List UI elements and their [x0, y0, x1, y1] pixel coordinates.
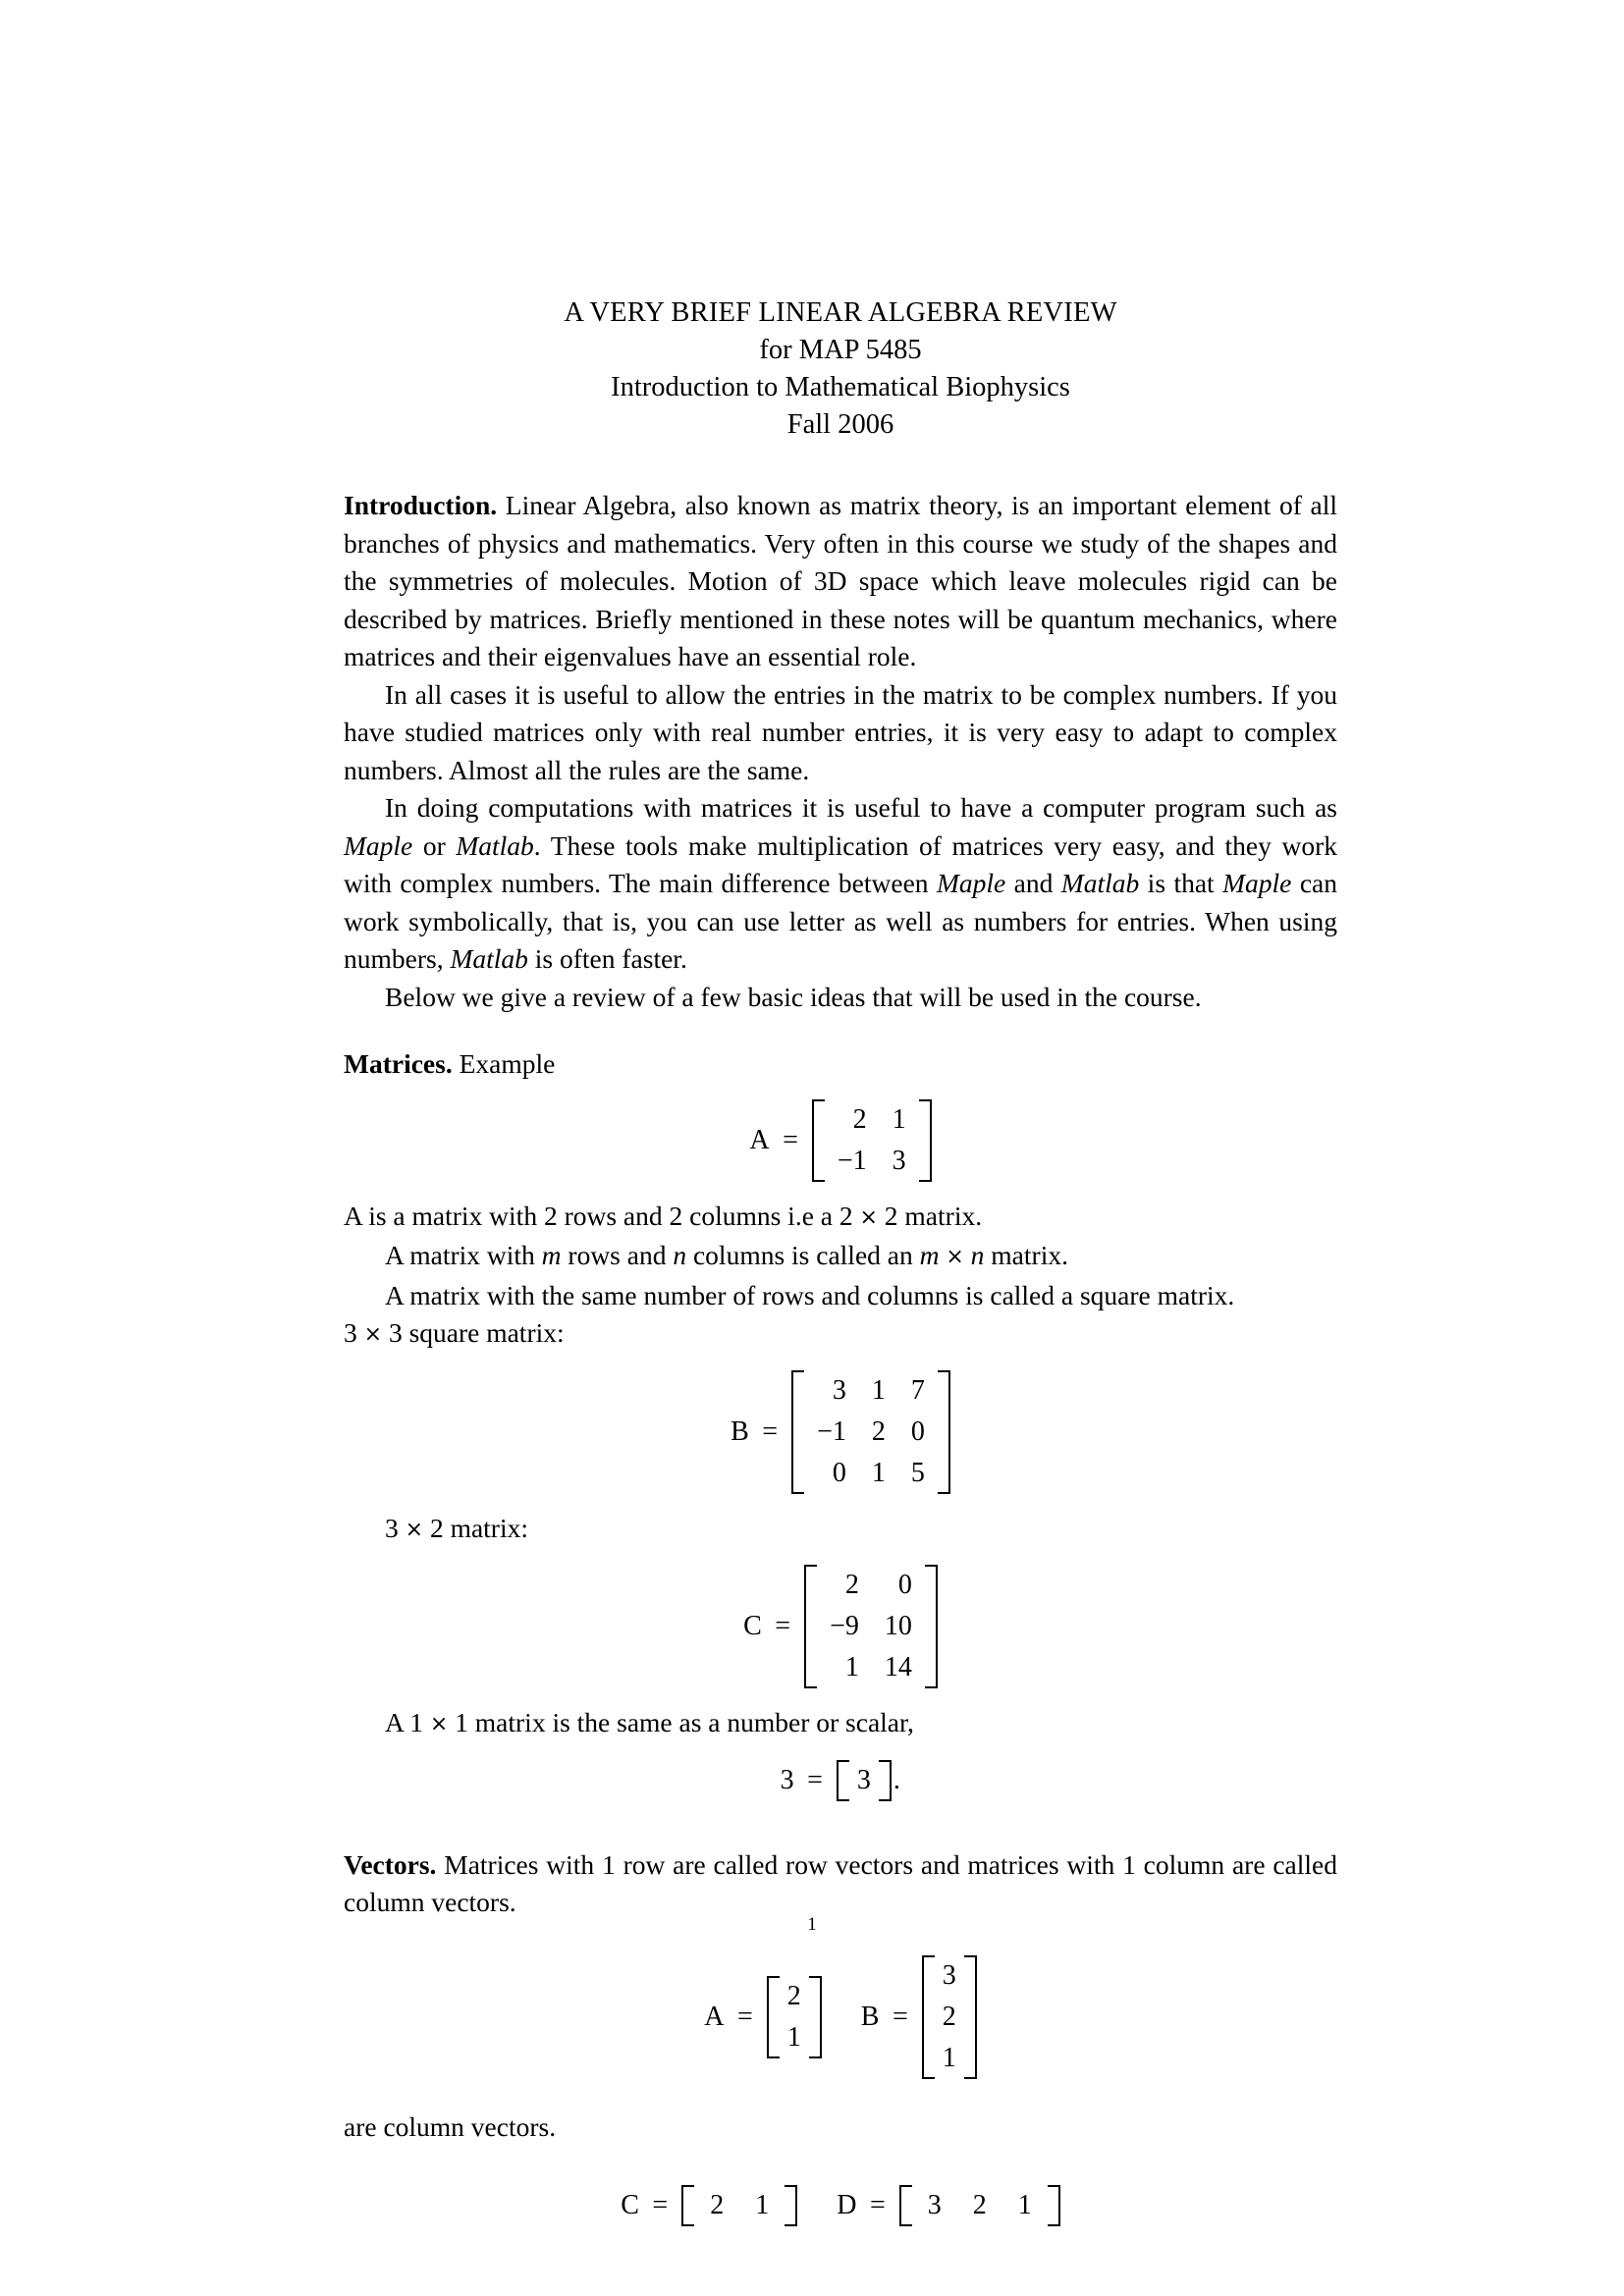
matrix-row: [804, 1453, 938, 1494]
times-icon: ×: [363, 1322, 383, 1347]
matrix-row: [912, 2185, 1048, 2226]
right-bracket-icon: [925, 1565, 938, 1688]
vector-b-label: B: [860, 2001, 880, 2032]
times-icon: ×: [859, 1204, 878, 1230]
matlab-mention-2: Matlab: [1060, 868, 1140, 898]
left-bracket-icon: [804, 1565, 817, 1688]
course-code: for MAP 5485: [759, 335, 922, 365]
matrix-b-bracketed: [791, 1370, 950, 1494]
matrix-a-label: A: [749, 1124, 771, 1155]
vectors-text: Matrices with 1 row are called row vectors and matrices with 1 column are called column vectors.: [344, 1848, 1337, 1917]
vector-a-label: A: [704, 2001, 725, 2032]
matrix-cell: 2: [844, 1570, 859, 1600]
left-bracket-icon: [681, 2185, 694, 2226]
label-3x2: [344, 1510, 1337, 1550]
equation-matrix-b: [344, 1370, 1337, 1494]
matrix-cell: 0: [897, 1570, 912, 1600]
mn-text-4: matrix.: [984, 1240, 1068, 1270]
matrix-row: [817, 1647, 925, 1688]
matrix-cell: 2: [852, 1103, 867, 1135]
matrix-row: [849, 1760, 879, 1801]
matrix-cell: 2: [972, 2190, 987, 2220]
left-bracket-icon: [767, 1976, 780, 2058]
matrix-cell: 2: [786, 1980, 801, 2011]
scalar-lhs: 3: [780, 1764, 795, 1795]
matrix-row: [817, 1565, 925, 1606]
matrix-cell: 3: [927, 2190, 942, 2220]
left-bracket-icon: [899, 2185, 912, 2226]
matlab-mention-1: Matlab: [456, 829, 534, 861]
matrix-cell: −1: [837, 1145, 867, 1176]
matrix-row: [694, 2185, 785, 2226]
right-bracket-icon: [1048, 2185, 1060, 2226]
matrix-row: [780, 1976, 809, 2017]
label-3x3-text-1: 3: [344, 1317, 364, 1348]
matrix-cell: −9: [830, 1611, 859, 1641]
vector-d-label: D: [837, 2190, 857, 2220]
matrix-a-desc-text-2: 2 matrix.: [877, 1200, 983, 1231]
page-title: A VERY BRIEF LINEAR ALGEBRA REVIEW: [564, 297, 1117, 328]
matrix-cell: 3: [892, 1145, 906, 1176]
vector-b-bracketed: [922, 1955, 977, 2079]
matrix-row: [780, 2017, 809, 2058]
matrix-cell: 1: [871, 1457, 886, 1488]
vector-b-equals: =: [892, 2001, 908, 2032]
matrix-cell: 2: [871, 1415, 886, 1447]
vector-d-bracketed: [899, 2185, 1060, 2226]
times-icon: ×: [946, 1245, 964, 1269]
scalar-bracketed: [837, 1760, 892, 1801]
left-bracket-icon: [922, 1955, 935, 2079]
label-3x3-text-2: 3 square matrix:: [382, 1317, 565, 1348]
matrix-cell: 0: [832, 1457, 846, 1488]
equation-matrix-a: [344, 1099, 1337, 1182]
matrix-row: [935, 2038, 964, 2079]
matrix-b-label: B: [731, 1415, 750, 1447]
matrices-example-label: Example: [452, 1048, 556, 1079]
variable-n: n: [673, 1240, 687, 1270]
right-bracket-icon: [938, 1370, 950, 1494]
matrix-c-equals: =: [775, 1611, 791, 1641]
section-spacer-1: [344, 1016, 1337, 1045]
introduction-heading: Introduction.: [344, 490, 498, 520]
equation-scalar: [344, 1760, 1337, 1801]
page-content: [344, 294, 1337, 2226]
software-text-3: . These tools make multiplication of matrices very easy, and they work with complex numbers. The main difference between: [344, 829, 1337, 898]
matrix-row: [804, 1412, 938, 1453]
left-bracket-icon: [791, 1370, 804, 1494]
mn-text-3: columns is called an: [686, 1240, 920, 1270]
matrix-row: [825, 1099, 919, 1141]
maple-mention-3: Maple: [1222, 868, 1292, 898]
matrix-row: [825, 1141, 919, 1182]
software-text-2: or: [412, 829, 457, 861]
right-bracket-icon: [809, 1976, 822, 2058]
software-text-1: In doing computations with matrices it is useful to have a computer program such as: [385, 792, 1337, 823]
matrix-cell: 1: [871, 1374, 886, 1406]
software-text-7: is often faster.: [527, 943, 687, 974]
scalar-desc-text-1: A 1: [385, 1707, 430, 1737]
left-bracket-icon: [837, 1760, 849, 1801]
label-3x2-text-2: 2 matrix:: [423, 1512, 528, 1543]
equation-column-vectors: [344, 1955, 1337, 2079]
maple-mention-2: Maple: [936, 868, 1006, 898]
matrix-cell: 7: [910, 1374, 925, 1406]
equation-row-vectors: [344, 2185, 1337, 2226]
matrix-cell: 2: [710, 2190, 725, 2220]
matrix-cell: −1: [817, 1415, 846, 1447]
software-text-6: can work symbolically, that is, you can use letter as well as numbers for entries. When using numbers,: [344, 868, 1337, 974]
mn-text-2: rows and: [561, 1240, 674, 1270]
matrix-cell: 1: [942, 2042, 956, 2073]
software-paragraph: [344, 789, 1337, 979]
right-bracket-icon: [964, 1955, 977, 2079]
introduction-text: Linear Algebra, also known as matrix theory, is an important element of all branches of physics and mathematics. Very often in this course we study of the shapes and the symmetries of molecules. Motion of 3D space which leave molecules rigid can be described by matrices. Briefly mentioned in these notes will be quantum mechanics, where matrices and their eigenvalues have an essential role.: [344, 490, 1337, 671]
right-bracket-icon: [785, 2185, 797, 2226]
matrices-heading-paragraph: [344, 1045, 1337, 1084]
matrix-b-equals: =: [762, 1415, 779, 1447]
matrix-cell: 14: [884, 1652, 912, 1682]
matrix-cell: 1: [844, 1652, 859, 1682]
review-intro-paragraph: Below we give a review of a few basic ideas that will be used in the course.: [385, 981, 1202, 1012]
matrix-a-equals: =: [783, 1124, 798, 1155]
matrix-cell: 5: [910, 1457, 925, 1488]
variable-n: n: [970, 1240, 985, 1270]
complex-numbers-paragraph: In all cases it is useful to allow the entries in the matrix to be complex numbers. If you have studied matrices only with real number entries, it is very easy to adapt to complex numbers. Almost all the rules are the same.: [344, 678, 1337, 785]
matlab-mention-3: Matlab: [450, 943, 528, 974]
matrix-cell: 1: [892, 1103, 906, 1135]
matrix-cell: 3: [832, 1374, 846, 1406]
scalar-equals: =: [807, 1764, 823, 1795]
right-bracket-icon: [919, 1099, 932, 1182]
matrix-cell: 0: [910, 1415, 925, 1447]
m-by-n-description: [344, 1237, 1337, 1277]
vector-a-bracketed: [767, 1976, 822, 2058]
variable-m: m: [541, 1240, 562, 1270]
matrix-a-description: [344, 1198, 1337, 1238]
matrix-cell: 1: [1017, 2190, 1032, 2220]
matrix-cell: 2: [942, 2001, 956, 2032]
vectors-heading: Vectors.: [344, 1848, 437, 1880]
matrix-cell: 3: [942, 1959, 956, 1991]
document-title-block: [344, 294, 1337, 444]
vectors-paragraph: [344, 1846, 1337, 1922]
matrix-row: [935, 1955, 964, 1997]
matrix-c-bracketed: [804, 1565, 938, 1688]
label-3x3: [344, 1314, 1337, 1355]
matrix-row: [817, 1606, 925, 1647]
scalar-description: [344, 1704, 1337, 1744]
times-icon: ×: [429, 1712, 449, 1736]
software-text-4: and: [1005, 868, 1061, 898]
term: Fall 2006: [786, 409, 894, 440]
scalar-period: .: [893, 1764, 901, 1795]
introduction-paragraph: [344, 487, 1337, 676]
vector-c-bracketed: [681, 2185, 797, 2226]
scalar-desc-text-2: 1 matrix is the same as a number or scalar,: [448, 1707, 914, 1737]
mn-text-1: A matrix with: [385, 1240, 542, 1270]
equation-matrix-c: [344, 1565, 1337, 1688]
variable-m: m: [919, 1240, 940, 1270]
matrices-heading: Matrices.: [344, 1048, 453, 1079]
vector-a-equals: =: [736, 2001, 753, 2032]
matrix-row: [804, 1370, 938, 1412]
matrix-cell: 10: [884, 1611, 912, 1641]
times-icon: ×: [405, 1517, 424, 1542]
software-text-5: is that: [1139, 868, 1223, 898]
section-spacer-2: [344, 1817, 1337, 1846]
matrix-cell: 1: [786, 2021, 801, 2053]
vector-c-equals: =: [652, 2190, 669, 2220]
maple-mention-1: Maple: [344, 829, 413, 861]
matrix-cell: 1: [755, 2190, 770, 2220]
vector-c-label: C: [621, 2190, 640, 2220]
matrix-a-desc-text-1: A is a matrix with 2 rows and 2 columns i.e a 2: [344, 1200, 860, 1231]
matrix-a-bracketed: [812, 1099, 932, 1182]
matrix-row: [935, 1997, 964, 2038]
square-matrix-description: A matrix with the same number of rows and columns is called a square matrix.: [385, 1279, 1235, 1310]
right-bracket-icon: [879, 1760, 892, 1801]
label-3x2-text-1: 3: [385, 1512, 406, 1543]
matrix-c-label: C: [743, 1611, 763, 1641]
matrix-cell: 3: [856, 1764, 871, 1795]
column-vectors-caption: are column vectors.: [344, 2110, 557, 2142]
page-number: 1: [807, 1914, 817, 1935]
course-name: Introduction to Mathematical Biophysics: [611, 372, 1070, 402]
vector-d-equals: =: [869, 2190, 886, 2220]
left-bracket-icon: [812, 1099, 825, 1182]
